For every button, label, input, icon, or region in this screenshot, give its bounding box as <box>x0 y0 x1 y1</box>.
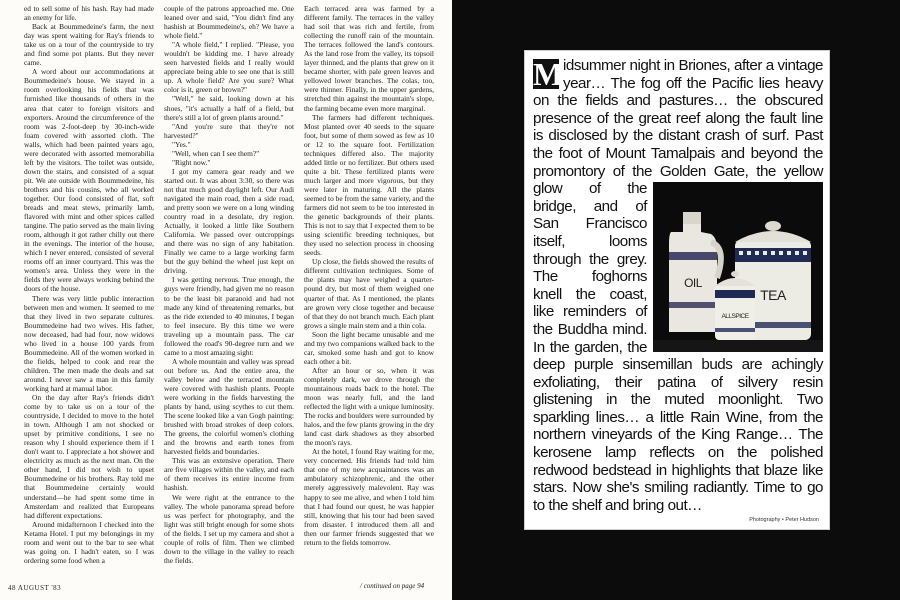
article-paragraph: There was very little public interaction between men and women. It seemed to me that they lived in two separate cultures. Boummedeine had two wives. His father, now deceased, had had four, now widows who lived in a house 100 yards from Boummedeine. All of the women worked in the fields, helped to cook and rear the children. The men made the deals and sat around. I never saw a man in this family working hard at manual labor. <box>24 293 154 393</box>
magazine-right-page <box>452 0 900 600</box>
article-paragraph: On the day after Ray's friends didn't come by to take us on a tour of the countryside, I decided to move to the hotel in town. Although I am not shocked or upset by primitive conditions, I see no reason why I should experience them if I don't want to. I appreciate a hot shower and electricity as much as the next man. On the other hand, I did not wish to upset Boummedeine or his brothers. Ray told me that Boummedeine certainly would understand—he had spent some time in Amsterdam and realized that Europeans had different expectations. <box>24 393 154 520</box>
article-paragraph: A word about our accommodations at Boummedeine's house. We stayed in a room overlooking his fields that was furnished like thousands of others in the area that cater to foreign visitors and exporters. Around the circumference of the room was 2-foot-deep by 30-inch-wide foam covered with assorted cloth. The walls, which had been painted years ago, were decorated with assorted memorabilia left by the visitors. The toilet was outside, down the stairs, and consisted of a squat pit. We ate outside with Boummedeine, his brothers and his cousins, who all worked together. Our food consisted of flat, soft breads and meat stews, primarily lamb, flavored with mint and other spices called tangine. The patio served as the main living room, although it got rather chilly out there in the evenings. The interior of the house, which I never entered, consisted of several rooms off an inner courtyard. This was the women's area. Unless they were in the fields they were always working behind the doors of the house. <box>24 67 154 294</box>
article-paragraph: I got my camera gear ready and we started out. It was about 3:30, so there was not that much good daylight left. Our Audi navigated the main road, then a side road, and pretty soon we were on a long winding country road in a desolate, dry region. Actually, it looked a little like Southern California. We passed over outcroppings and there was no sign of any habitation. Finally we came to a large working farm but the guy behind the wheel just kept on driving. <box>164 166 294 276</box>
ad-text-intro: idsummer night in Briones, after a vintage year… The fog off the Pacific lies heavy on the fields and pastures… the obscured presence of the great reef along the fault line is disclosed by the distant crash of surf. Past the foot of Mount Tamalpais and beyond the promontory of the Golden Gate, <box>533 57 823 180</box>
article-paragraph: "Well," he said, looking down at his shoes, "it's actually a half of a field, but there's still a lot of green plants around." <box>164 94 294 122</box>
continued-note: / continued on page 94 <box>360 582 425 590</box>
article-paragraph: ed to sell some of his hash. Ray had made an enemy for life. <box>24 4 154 23</box>
drop-cap: M <box>533 56 563 92</box>
article-column-2 <box>164 4 294 576</box>
canisters-photo <box>653 182 823 352</box>
article-paragraph: couple of the patrons approached me. One leaned over and said, "You didn't find any hashish at Boummedeine's, eh? We have a whole field." <box>164 4 294 41</box>
article-paragraph: The farmers had different techniques. Most planted over 40 seeds to the square foot, but some of them sowed as few as 10 or 12 to the square foot. Fertilization techniques differed also. The majority added little or no fertilizer. But others used quite a bit. These fertilized plants were much larger and more vigorous, but they were later in maturing. All the plants seemed to be from the same variety, and the farmers did not seem to be too interested in the genetic backgrounds of their plants. This is not to say that I expected them to be using scientific breeding techniques, but they used no selection process in choosing seeds. <box>304 112 434 258</box>
article-paragraph: This was an extensive operation. There are five villages within the valley, and each of them receives its entire income from hashish. <box>164 456 294 493</box>
oil-label: OIL <box>684 276 702 291</box>
photo-credit: Photography • Peter Hudson <box>749 517 819 523</box>
article-paragraph: A whole mountain and valley was spread out before us. And the entire area, the valley below and the terraced mountain were covered with hashish plants. People were working in the fields harvesting the plants by hand, using scythes to cut them. The scene looked like a van Gogh painting: brushed with broad strokes of deep colors. The greens, the colorful women's clothing and the browns and earth tones from harvested fields and boundaries. <box>164 356 294 457</box>
article-paragraph: Back at Boummedeine's farm, the next day was spent waiting for Ray's friends to take us on a tour of the countryside to try and find some pot plants. But they never came. <box>24 22 154 68</box>
article-paragraph: "A whole field," I replied. "Please, you wouldn't be kidding me. I have already seen harvested fields and I really would appreciate being able to see one that is still up. A whole field? Are you sure? What color is it, green or brown?" <box>164 40 294 95</box>
article-paragraph: I was getting nervous. True enough, the guys were friendly, had given me no reason to be the least bit paranoid and had not made any kind of threatening remarks, but as the ride extended to 40 minutes, I began to feel insecure. By this time we were traveling up a mountain pass. The car followed the road's 90-degree turn and we came to a most amazing sight: <box>164 275 294 357</box>
ad-text-body: the yellow glow of the bridge, and of San Francisco itself, looms through the grey. The foghorns knell the coast, like reminders of the Buddha mind. In the garden, the deep purple sinsemillan buds are achingly exfoliating, their patina of silvery resin glistening in the muted moonlight. Two sparkling lines… a little Rain Wine, from the northern vineyards of the King Range… The kerosene lamp reflects on the polished redwood bedstead in highlights that blaze like stars. Now she's smiling radiantly. Time to go to the shelf and bring out… <box>533 162 823 514</box>
article-paragraph: We were right at the entrance to the valley. The whole panorama spread before us was perfect for photography, and the light was still bright enough for some shots of the fields. I set up my camera and shot a couple of rolls of film. Then we climbed down to the village in the valley to reach the fields. <box>164 492 294 565</box>
article-paragraph: Each terraced area was farmed by a different family. The terraces in the valley had soil that was rich and fertile, from collecting the runoff rain of the mountain. The terraces followed the land's contours. As the land rose from the valley, its topsoil layer thinned, and the plants that grew on it became shorter, with pale green leaves and yellowed lower branches. The colas, too, were thinner. Finally, in the upper gardens, stretched thin against the mountain's slope, the farming became even more marginal. <box>304 4 434 113</box>
article-paragraph: "Well, when can I see them?" <box>172 148 260 158</box>
article-paragraph: Soon the light became unusable and me and my two companions walked back to the car, smoked some hash and got to know each other a bit. <box>304 329 434 366</box>
article-paragraph: "And you're sure that they're not harvested?" <box>164 121 294 140</box>
canisters-illustration <box>653 182 823 352</box>
article-paragraph: Up close, the fields showed the results of different cultivation techniques. Some of the plants may have weighed a quarter-pound dry, but most of them weighed one quarter of that. As I mentioned, the plants are grown very close together and because of that they do not branch much. Each plant grows a single main stem and a thin cola. <box>304 257 434 330</box>
allspice-label: ALLSPICE <box>721 313 749 321</box>
article-paragraph: "Right now." <box>172 157 211 167</box>
ad-feature-text <box>533 57 823 514</box>
article-column-3 <box>304 4 434 570</box>
ad-panel <box>524 50 830 530</box>
article-column-1 <box>24 4 154 576</box>
tea-label: TEA <box>760 287 786 304</box>
article-paragraph: At the hotel, I found Ray waiting for me, very concerned. His friends had told him that one of my new acquaintances was an ambulatory schizophrenic, and the other merely aggressively malevolent. Ray was happy to see me alive, and when I told him that I had found our quest, he was happier still, knowing that his tour had been saved from disaster. I introduced them all and then our farmer friends suggested that we return to the fields tomorrow. <box>304 447 434 547</box>
article-paragraph: "Yes." <box>172 139 191 149</box>
article-paragraph: Around midafternoon I checked into the Ketama Hotel. I put my belongings in my room and went out to the bar to see what was going on. I hadn't eaten, so I was ordering some food when a <box>24 519 154 565</box>
article-paragraph: After an hour or so, when it was completely dark, we drove through the mountainous roads back to the hotel. The moon was nearly full, and the land reflected the light with a unique luminosity. The rocks and boulders were surrounded by halos, and the few plants growing in the dry land cast dark shadows as they absorbed the moon's rays. <box>304 365 434 448</box>
page-folio: 48 AUGUST '83 <box>8 584 62 592</box>
